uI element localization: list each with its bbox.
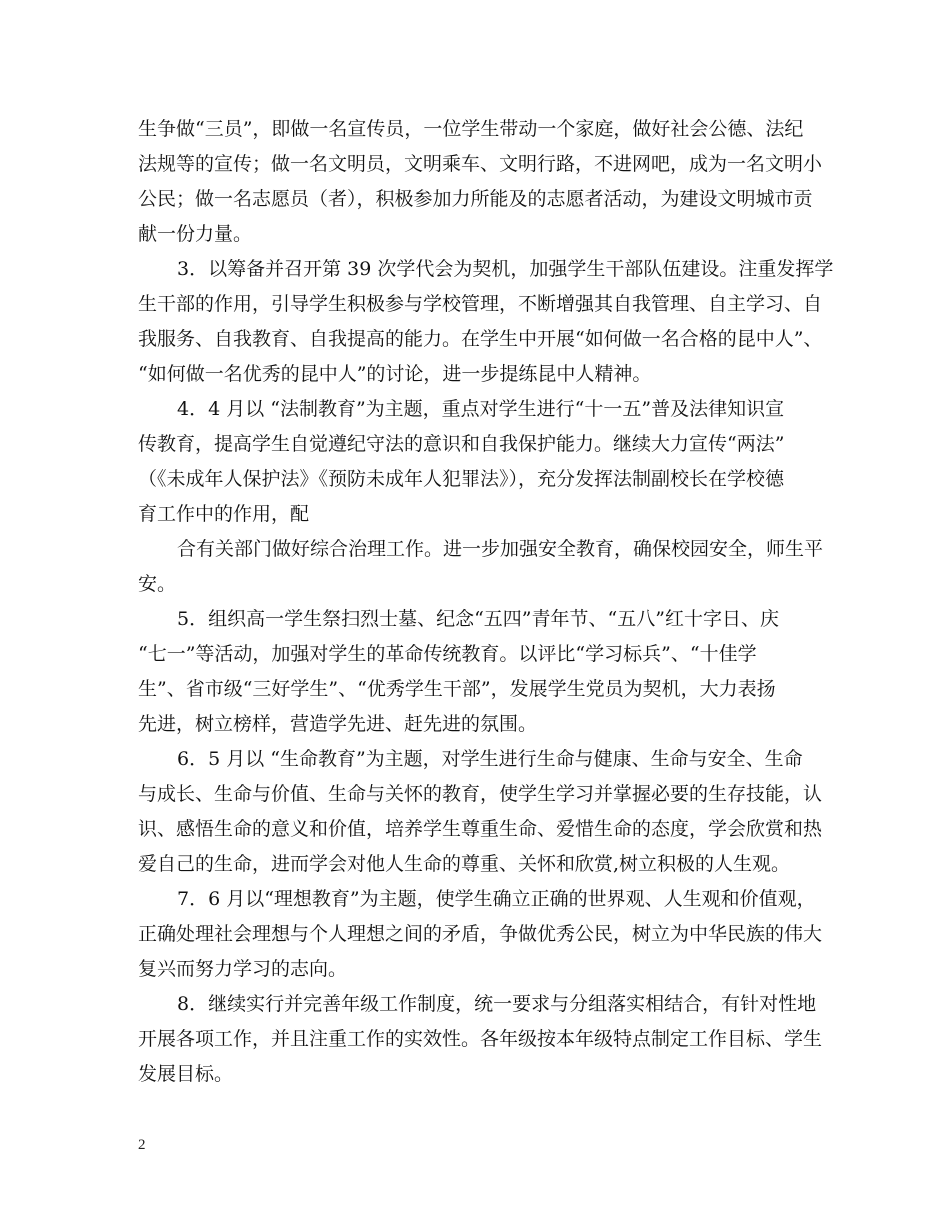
text-line: 开展各项工作，并且注重工作的实效性。各年级按本年级特点制定工作目标、学生 [138,1028,823,1050]
text-line: 5．组织高一学生祭扫烈士墓、纪念“五四”青年节、“五八”红十字日、庆 [177,608,779,630]
page-number: 2 [138,1137,146,1153]
text-line: “如何做一名优秀的昆中人”的讨论，进一步提练昆中人精神。 [138,363,652,385]
text-line: 安。 [138,573,177,595]
text-line: 6．5 月以 “生命教育”为主题，对学生进行生命与健康、生命与安全、生命 [177,748,803,770]
document-body [138,112,834,1092]
text-line: 与成长、生命与价值、生命与关怀的教育，使学生学习并掌握必要的生存技能，认 [138,783,823,805]
text-line: 传教育，提高学生自觉遵纪守法的意识和自我保护能力。继续大力宣传“两法” [138,433,785,455]
text-line: 我服务、自我教育、自我提高的能力。在学生中开展“如何做一名合格的昆中人”、 [138,328,823,350]
text-line: 复兴而努力学习的志向。 [138,958,348,980]
text-line: （《未成年人保护法》《预防未成年人犯罪法》），充分发挥法制副校长在学校德 [138,468,785,490]
text-line: 正确处理社会理想与个人理想之间的矛盾，争做优秀公民，树立为中华民族的伟大 [138,923,823,945]
text-line: 生”、省市级“三好学生”、“优秀学生干部”，发展学生党员为契机，大力表扬 [138,678,776,700]
body-text [138,112,834,1092]
text-line: 识、感悟生命的意义和价值，培养学生尊重生命、爱惜生命的态度，学会欣赏和热 [138,818,823,840]
text-line: 爱自己的生命，进而学会对他人生命的尊重、关怀和欣赏,树立积极的人生观。 [138,853,791,875]
text-line: 生干部的作用，引导学生积极参与学校管理，不断增强其自我管理、自主学习、自 [138,293,823,315]
text-line: 4．4 月以 “法制教育”为主题，重点对学生进行“十一五”普及法律知识宣 [177,398,785,420]
text-line: “七一”等活动，加强对学生的革命传统教育。以评比“学习标兵”、“十佳学 [138,643,757,665]
text-line: 生争做“三员”，即做一名宣传员，一位学生带动一个家庭，做好社会公德、法纪 [138,118,804,140]
text-line: 育工作中的作用，配 [138,503,310,525]
text-line: 3．以筹备并召开第 39 次学代会为契机，加强学生干部队伍建设。注重发挥学 [177,258,834,280]
text-line: 公民；做一名志愿员（者），积极参加力所能及的志愿者活动，为建设文明城市贡 [138,188,813,210]
text-line: 8．继续实行并完善年级工作制度，统一要求与分组落实相结合，有针对性地 [177,993,817,1015]
text-line: 献一份力量。 [138,223,253,245]
text-line: 合有关部门做好综合治理工作。进一步加强安全教育，确保校园安全，师生平 [177,538,824,560]
text-line: 发展目标。 [138,1063,234,1085]
text-line: 先进，树立榜样，营造学先进、赶先进的氛围。 [138,713,538,735]
text-line: 法规等的宣传；做一名文明员，文明乘车、文明行路，不进网吧，成为一名文明小 [138,153,823,175]
text-line: 7．6 月以“理想教育”为主题，使学生确立正确的世界观、人生观和价值观， [177,888,816,910]
